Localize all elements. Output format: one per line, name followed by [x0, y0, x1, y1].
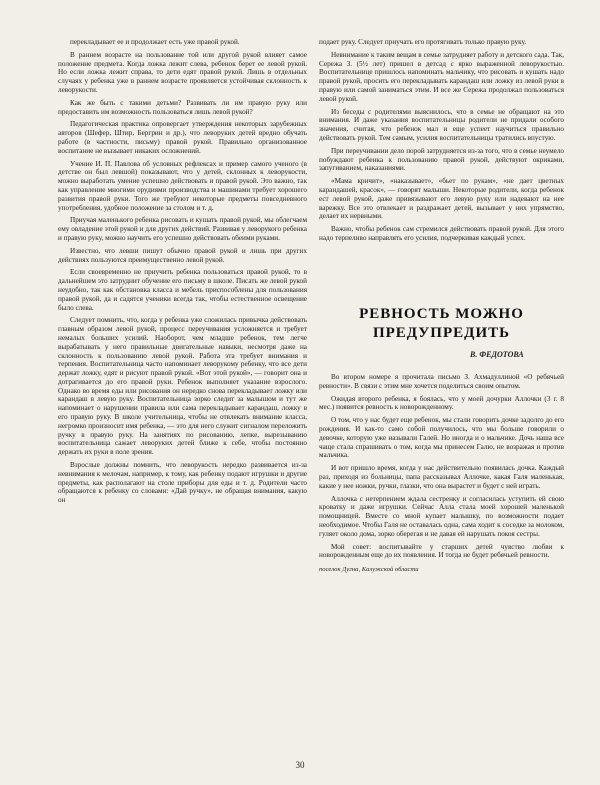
paragraph: Следует помнить, что, когда у ребенка уже сложилась привычка действовать главным образом левой рукой, процесс переучивания усложняется и требует немалых больших усилий. Наоборот, чем младше ребенок, тем легче вырабатывать у него правильные двигательные навыки, несмотря даже на склонность к пользованию левой рукой. Работа эта требует внимания и терпения. Воспитательница часто напоминает леворукому ребенку, что все дети держат ложку, едят и рисуют правой рукой. «Вот этой рукой», — говорит она и дотрагивается до его правой руки. Ребенок выполняет указание взрослого. Однако во время еды или рисования он нередко снова перекладывает ложку или карандаш в левую руку. Воспитательница зорко следит за малышом и тут же напоминает о нарушении правила или сама перекладывает карандаш, ложку в его правую руку. В школе учительница, чтобы не отвлекать внимание класса, негромко произносит имя ребенка, — это для него служит сигналом переложить ручку в правую руку. На занятиях по рисованию, лепке, вырезыванию воспитательница сажает леворуких детей ближе к себе, чтобы постоянно держать их руки в поле зрения.	[58, 316, 307, 457]
paragraph: И вот пришло время, когда у нас действительно появилась дочка. Каждый раз, приходя из больницы, папа рассказывал Аллочке, какая Галя маленькая, какие у нее ножки, ручки, глазки, что она вырастет и будет с ней играть.	[319, 464, 564, 490]
left-column	[58, 38, 307, 750]
paragraph: Приучая маленького ребенка рисовать и кушать правой рукой, мы облегчаем ему овладение этой рукой и для других действий. Развивая у леворукого ребенка и правую руку, можно научить его успешно действовать обеими руками.	[58, 216, 307, 242]
page-number: 30	[295, 760, 305, 770]
paragraph: Невнимание к таким вещам в семье затрудняет работу и детского сада. Так, Сережа З. (5½ лет) пришел в детсад с ярко выраженной леворукостью. Воспитательнице пришлось напоминать мальчику, что рисовать и кушать надо правой рукой, просить его перекладывать карандаш или ложку из левой руки в правую или самой заниматься этим. И все же Сережа продолжал пользоваться левой рукой.	[319, 50, 564, 103]
paragraph: «Мама кричит», «наказывает», «бьет по рукам», «не дает цветных карандашей, красок», — говорят малыши. Некоторые родители, когда ребенок ест левой рукой, даже привязывают его левую руку или надевают на нее варежку. Все это отвлекает и раздражает детей, вызывает у них упрямство, делает их нервными.	[319, 177, 564, 221]
paragraph: Важно, чтобы ребенок сам стремился действовать правой рукой. Для этого надо терпеливо направлять его усилия, подчеркивая каждый успех.	[319, 225, 564, 242]
paragraph: Мой совет: воспитывайте у старших детей чувство любви к новорожденным еще до их появления. И тогда не будет ребячьей ревности.	[319, 542, 564, 560]
paragraph: Как же быть с такими детьми? Развивать ли им правую руку или предоставить им возможность пользоваться лишь левой рукой?	[58, 98, 307, 116]
article-title: РЕВНОСТЬ МОЖНО ПРЕДУПРЕДИТЬ	[359, 306, 524, 341]
paragraph: подает руку. Следует приучать его протягивать только правую руку.	[319, 38, 527, 46]
article-author: В. ФЕДОТОВА	[470, 350, 524, 359]
paragraph: Если своевременно не приучить ребенка пользоваться правой рукой, то в дальнейшем это затруднит обучение его письму в школе. Писать же левой рукой неудобно, так как обстановка класса и мебель приспособлены для пользования правой рукой, да и садятся ученики всегда так, чтобы естественное освещение было слева.	[58, 268, 307, 312]
paragraph: Ожидая второго ребенка, я боялась, что у моей дочурки Аллочки (3 г. 8 мес.) появится ревность к новорожденному.	[319, 394, 564, 412]
right-column-bottom	[319, 373, 564, 750]
paragraph: Во втором номере я прочитала письмо З. Ахмадуллиной «О ребячьей ревности». В связи с этим мне хочется поделиться своим опытом.	[319, 373, 564, 390]
paragraph: О том, что у нас будет еще ребенок, мы стали говорить дочке задолго до его рождения. И как-то само собой получилось, что мы больше говорили о девочке, которую уже называли Галей. Но иногда и о мальчике. Дочь наша все чаще стала спрашивать о том, когда мы принесем Галю, не возражая и против мальчика.	[319, 416, 564, 460]
paragraph: При переучивании дело порой затрудняется из-за того, что в семье неумело побуждают ребенка к пользованию правой рукой, действуют окриками, запугиванием, наказаниями.	[319, 146, 564, 173]
paragraph: Аллочка с нетерпением ждала сестренку и согласилась уступить ей свою кроватку и даже игрушки. Сейчас Алла стала моей хорошей маленькой помощницей. Вместе со мной купает малышку, по возможности подает необходимое. Чтобы Галя не оставалась одна, сама ходит к соседке за молоком, гуляет около дома, зорко оберегая и не давая ей нарушать покоя сестры.	[319, 494, 564, 538]
paragraph: Педагогическая практика опровергает утверждения некоторых зарубежных авторов (Шефер, Штир, Бергрин и др.), что леворуких детей вредно обучать работе (в частности, письму) правой рукой. Правильно организованное воспитание не вызывает никаких осложнений.	[58, 120, 307, 155]
signature-location: поселок Дугна, Калужской области	[319, 566, 419, 574]
paragraph: Известно, что левши пишут обычно правой рукой и лишь при других действиях пользуются преимущественно левой рукой.	[58, 246, 307, 264]
paragraph: Взрослые должны помнить, что леворукость нередко развивается из-за невнимания к мелочам, например, к тому, как ребенку подают игрушки и другие предметы, как располагают на столе приборы для еды и т. д. Родители часто обращаются к ребенку со словами: «Дай ручку», не обращая внимания, какую он	[58, 461, 307, 505]
paragraph: Учение И. П. Павлова об условных рефлексах и пример самого ученого (в детстве он был левшой) показывают, что у детей, склонных к леворукости, можно выработать умение успешно действовать и правой рукой. Это важно, так как управление многими орудиями производства и машинами требует хорошего развития правой руки. Того же требуют некоторые предметы повседневного употребления, удобное положение за столом и т. д.	[58, 159, 307, 212]
paragraph: В раннем возрасте на пользование той или другой рукой влияет самое положение предмета. Когда ложка лежит слева, ребенок берет ее левой рукой. Но если ложка лежит справа, то дети едят правой рукой. Лишь в отдельных случаях у ребенка уже в раннем возрасте проявляется устойчивая склонность к леворукости.	[58, 50, 307, 94]
paragraph: Из беседы с родителями выяснилось, что в семье не обращают на это внимания. И даже указания воспитательницы родители не придали особого значения, считая, что ребенок мал и еще успеет научиться правильно действовать рукой. Тем самым, усилия воспитательницы тратились впустую.	[319, 107, 564, 142]
paragraph: перекладывает ее и продолжает есть уже правой рукой.	[70, 38, 240, 46]
